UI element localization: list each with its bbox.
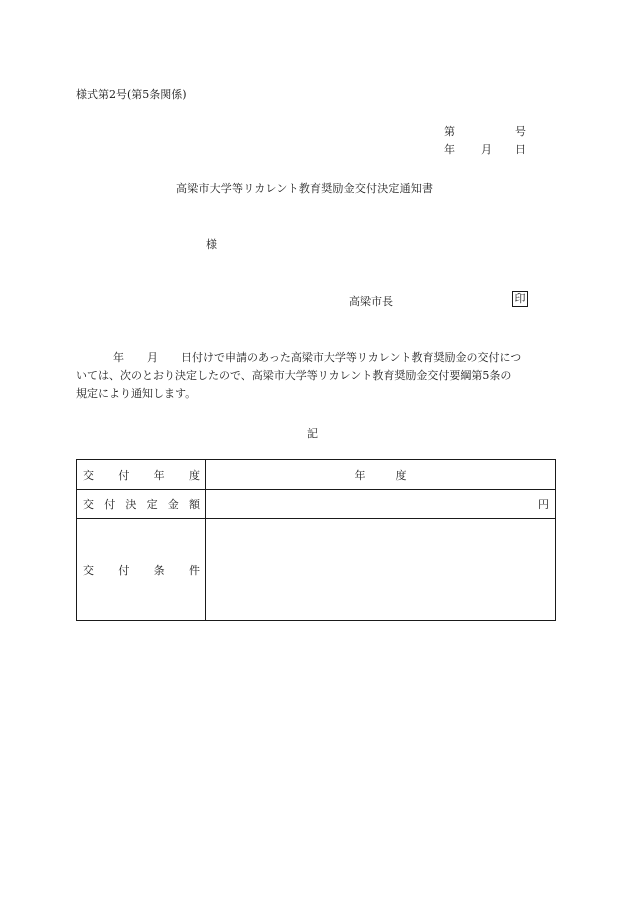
notification-body [76,349,556,403]
body-line-3: 規定により通知します。 [76,387,197,400]
label-char: 交 [83,468,94,482]
label-char: 付 [118,563,130,577]
fiscal-year-do: 度 [395,468,407,482]
fiscal-year-label [77,460,206,490]
fiscal-year-nen: 年 [354,468,366,482]
document-number-suffix: 号 [515,125,526,138]
amount-label [77,490,206,519]
grant-details-table [76,459,556,621]
conditions-value[interactable] [206,519,556,621]
table-row-conditions [77,519,556,621]
ki-heading: 記 [307,427,318,440]
table-row-amount [77,490,556,519]
label-char: 年 [153,468,165,482]
body-line-1 [76,349,556,367]
issuer-name: 高梁市長 [349,295,393,308]
seal-stamp-box: 印 [512,291,528,307]
conditions-label [77,519,206,621]
label-char: 交 [83,498,94,511]
document-title: 高梁市大学等リカレント教育奨励金交付決定通知書 [176,182,434,195]
label-char: 件 [188,563,200,577]
date-year-label: 年 [444,143,455,156]
document-number-prefix: 第 [444,125,455,138]
body-month-label: 月 [147,351,158,364]
amount-value[interactable] [206,490,556,519]
label-char: 金 [167,498,179,511]
label-char: 条 [153,563,165,577]
label-char: 交 [83,563,94,577]
addressee-honorific: 様 [206,238,217,251]
form-number-label: 様式第2号(第5条関係) [76,88,187,101]
body-line-2: いては、次のとおり決定したので、高梁市大学等リカレント教育奨励金交付要綱第5条の [76,369,512,382]
label-char: 額 [188,498,200,511]
fiscal-year-value[interactable] [206,460,556,490]
date-month-label: 月 [481,143,492,156]
label-char: 付 [104,498,116,511]
label-char: 度 [188,468,200,482]
date-day-label: 日 [515,143,526,156]
label-char: 定 [146,498,158,511]
label-char: 決 [125,498,137,511]
yen-unit: 円 [538,498,549,511]
body-year-label: 年 [113,351,124,364]
label-char: 付 [118,468,130,482]
body-line-1-text: 日付けで申請のあった高梁市大学等リカレント教育奨励金の交付につ [181,351,522,364]
table-row-fiscal-year [77,460,556,490]
